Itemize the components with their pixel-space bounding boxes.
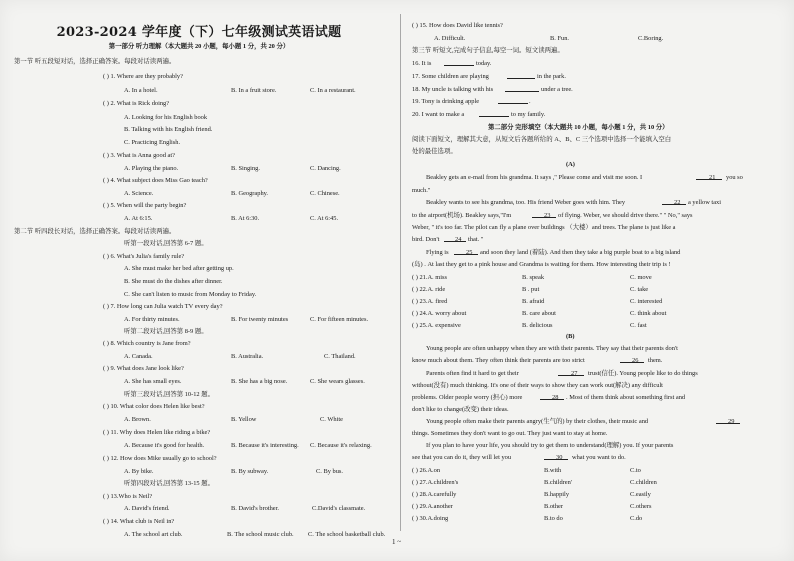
q7-option-c: C. For fifteen minutes. bbox=[310, 316, 369, 323]
blank-26-number: 26 bbox=[632, 357, 639, 364]
q8-option-a: A. Canada. bbox=[124, 353, 153, 360]
passage-b-line6: don't like to change(改变) their ideas. bbox=[412, 406, 509, 413]
q4-option-b: B. Geography. bbox=[231, 190, 269, 197]
part2-instruction-line2: 处的最佳选项。 bbox=[412, 148, 457, 155]
q22-option-c: C. take bbox=[630, 286, 649, 293]
q24-option-c: C. think about bbox=[630, 310, 667, 317]
q22-option-b: B . put bbox=[522, 286, 540, 293]
exam-title: 2023-2024 学年度（下）七年级测试英语试题 bbox=[56, 25, 342, 40]
q3-option-c: C. Dancing. bbox=[310, 165, 341, 172]
passage-a-line7-end: and soon they land (着陆). And then they take a big purple boat to a big island bbox=[480, 249, 681, 256]
q23-option-a: ( ) 23.A. fired bbox=[412, 298, 448, 305]
q11-option-b: B. Because it's interesting. bbox=[231, 442, 299, 449]
q10-option-b: B. Yellow bbox=[231, 416, 257, 423]
q27-option-a: ( ) 27.A.children's bbox=[412, 479, 459, 486]
q24-option-a: ( ) 24.A. worry about bbox=[412, 310, 467, 317]
q11-option-a: A. Because it's good for health. bbox=[124, 442, 205, 449]
q15-stem: ( ) 15. How does David like tennis? bbox=[412, 22, 503, 29]
blank-28-number: 28 bbox=[552, 394, 559, 401]
q10-option-c: C. White bbox=[320, 416, 343, 423]
passage-b-line9: If you plan to have your life, you should try to get them to understand(理解) you. If your parents bbox=[426, 442, 674, 449]
q10-stem: ( ) 10. What color does Helen like best? bbox=[103, 403, 205, 410]
q4-option-c: C. Chinese. bbox=[310, 190, 340, 197]
q7-option-a: A. For thirty minutes. bbox=[124, 316, 180, 323]
q25-option-a: ( ) 25.A. expensive bbox=[412, 322, 461, 329]
q2-option-a: A. Looking for his English book bbox=[124, 114, 208, 121]
passage-b-line10-end: what you want to do. bbox=[572, 454, 626, 461]
q20-text-end: to my family. bbox=[511, 111, 546, 118]
blank-24-number: 24 bbox=[455, 236, 462, 243]
q5-option-b: B. At 6:30. bbox=[231, 215, 260, 222]
q16-blank[interactable] bbox=[444, 58, 474, 66]
q15-option-c: C.Boring. bbox=[638, 35, 664, 42]
q26-option-c: C.to bbox=[630, 467, 641, 474]
q1-option-b: B. In a fruit store. bbox=[231, 87, 277, 94]
q13-option-c: C.David's classmate. bbox=[312, 505, 366, 512]
blank-24[interactable] bbox=[444, 234, 466, 242]
q13-option-b: B. David's brother. bbox=[231, 505, 280, 512]
q4-stem: ( ) 4. What subject does Miss Gao teach? bbox=[103, 177, 208, 184]
blank-22-number: 22 bbox=[674, 199, 681, 206]
right-column bbox=[404, 0, 794, 561]
q13-stem: ( ) 13.Who is Neil? bbox=[103, 493, 153, 500]
dialogue3-instruction: 听第三段对话,回答第 10-12 题。 bbox=[124, 391, 214, 398]
passage-a-line4-end: of flying. Weber, we should drive there." " No," says bbox=[558, 212, 693, 219]
passage-b-line10-start: see that you can do it, they will let you bbox=[412, 454, 512, 461]
q2-option-c: C. Practicing English. bbox=[124, 139, 181, 146]
q5-option-a: A. At 6:15. bbox=[124, 215, 153, 222]
q3-stem: ( ) 3. What is Anna good at? bbox=[103, 152, 175, 159]
blank-30[interactable] bbox=[544, 452, 568, 460]
q1-stem: ( ) 1. Where are they probably? bbox=[103, 73, 183, 80]
q8-option-c: C. Thailand. bbox=[324, 353, 356, 360]
q29-option-b: B.other bbox=[544, 503, 563, 510]
column-divider bbox=[400, 14, 401, 531]
q9-stem: ( ) 9. What does Jane look like? bbox=[103, 365, 184, 372]
dialogue4-instruction: 听第四段对话,回答第 13-15 题。 bbox=[124, 480, 214, 487]
q23-option-c: C. interested bbox=[630, 298, 663, 305]
blank-29-number: 29 bbox=[728, 418, 735, 425]
passage-a-line3-end: a yellow taxi bbox=[688, 199, 722, 206]
q16-text-start: 16. It is bbox=[412, 60, 432, 67]
passage-b-line5-end: . Most of them think about something first and bbox=[566, 394, 686, 401]
passage-a-line4-start: to the airport(机场). Beakley says,"I'm bbox=[412, 212, 512, 219]
section2-header: 第二节 听四段长对话，选择正确答案。每段对话读两遍。 bbox=[14, 228, 176, 235]
blank-27-number: 27 bbox=[571, 370, 578, 377]
q26-option-a: ( ) 26.A.on bbox=[412, 467, 441, 474]
passage-a-line3-start: Beakley wants to see his grandma, too. His friend Weber goes with him. They bbox=[426, 199, 626, 206]
q19-text-start: 19. Tony is drinking apple bbox=[412, 98, 480, 105]
section1-header: 第一节 听五段短对话，选择正确答案。每段对话读两遍。 bbox=[14, 58, 176, 65]
q11-stem: ( ) 11. Why does Helen like riding a bike? bbox=[103, 429, 211, 436]
passage-a-line1-end: you so bbox=[726, 174, 743, 181]
q3-option-b: B. Singing. bbox=[231, 165, 260, 172]
q11-option-c: C. Because it's relaxing. bbox=[310, 442, 372, 449]
passage-a-line7-start: Flying is bbox=[426, 249, 449, 256]
passage-a-line8: (岛) . At last they get to a pink house and Grandma is waiting for them. How interesting their trip is ! bbox=[412, 261, 671, 268]
section3-header: 第三节 听短文,完成句子信息,每空一词。短文读两遍。 bbox=[412, 47, 564, 54]
q23-option-b: B. afraid bbox=[522, 298, 545, 305]
q30-option-b: B.to do bbox=[544, 515, 563, 522]
q6-option-a: A. She must make her bed after getting up. bbox=[124, 265, 234, 272]
passage-b-line1: Young people are often unhappy when they are with their parents. They say that their parents don't bbox=[426, 345, 678, 352]
q9-option-c: C. She wears glasses. bbox=[310, 378, 365, 385]
blank-29[interactable] bbox=[716, 416, 740, 424]
passage-b-line7-start: Young people often make their parents angry(生气的) by their clothes, their music and bbox=[426, 418, 649, 425]
blank-21-number: 21 bbox=[709, 174, 716, 181]
q1-option-c: C. In a restaurant. bbox=[310, 87, 356, 94]
passage-b-line3-start: Parents often find it hard to get their bbox=[426, 370, 519, 377]
q16-text-end: today. bbox=[476, 60, 492, 67]
passage-b-line8: things. Sometimes they don't want to go out. They just want to stay at home. bbox=[412, 430, 608, 437]
passage-b-line4: without(没有) much thinking. It's one of their ways to show they can work out(解决) any difficult bbox=[412, 382, 663, 389]
part2-header: 第二部分 完形填空（本大题共 10 小题，每小题 1 分，共 10 分） bbox=[488, 124, 669, 131]
q12-option-c: C. By bus. bbox=[316, 468, 343, 475]
passage-b-line3-end: trust(信任). Young people like to do things bbox=[588, 370, 698, 377]
passage-a-label: (A) bbox=[566, 161, 575, 168]
blank-28[interactable] bbox=[540, 392, 564, 400]
q3-option-a: A. Playing the piano. bbox=[124, 165, 179, 172]
q12-option-b: B. By subway. bbox=[231, 468, 269, 475]
q8-option-b: B. Australia. bbox=[231, 353, 264, 360]
q18-blank[interactable] bbox=[505, 84, 539, 92]
passage-b-label: (B) bbox=[566, 333, 575, 340]
q17-blank[interactable] bbox=[507, 71, 535, 79]
q29-option-a: ( ) 29.A.another bbox=[412, 503, 453, 510]
q28-option-b: B.happily bbox=[544, 491, 570, 498]
part1-header: 第一部分 听力理解（本大题共 20 小题，每小题 1 分，共 20 分） bbox=[108, 43, 290, 50]
q7-stem: ( ) 7. How long can Julia watch TV every day? bbox=[103, 303, 223, 310]
q30-option-a: ( ) 30.A.doing bbox=[412, 515, 449, 522]
passage-b-line2-end: them. bbox=[648, 357, 663, 364]
q2-option-b: B. Talking with his English friend. bbox=[124, 126, 213, 133]
q19-blank[interactable] bbox=[498, 96, 528, 104]
q9-option-a: A. She has small eyes. bbox=[124, 378, 182, 385]
q14-option-a: A. The school art club. bbox=[124, 531, 183, 538]
blank-25[interactable] bbox=[454, 247, 478, 255]
q20-text-start: 20. I want to make a bbox=[412, 111, 465, 118]
passage-a-line1-start: Beakley gets an e-mail from his grandma. It says ," Please come and visit me soon. I bbox=[426, 174, 643, 181]
passage-b-line5-start: problems. Older people worry (担心) more bbox=[412, 394, 523, 401]
q21-option-a: ( ) 21.A. miss bbox=[412, 274, 447, 281]
page-number: 1 ~ bbox=[392, 538, 402, 546]
passage-a-line5: Weber, " it's too far. The pilot can fly a plane over buildings （大楼）and trees. The plane is just like a bbox=[412, 224, 676, 231]
blank-27[interactable] bbox=[558, 368, 584, 376]
q15-option-b: B. Fun. bbox=[550, 35, 570, 42]
q12-option-a: A. By bike. bbox=[124, 468, 154, 475]
q20-blank[interactable] bbox=[479, 109, 509, 117]
blank-22[interactable] bbox=[662, 197, 686, 205]
q26-option-b: B.with bbox=[544, 467, 562, 474]
blank-23-number: 23 bbox=[544, 212, 551, 219]
q10-option-a: A. Brown. bbox=[124, 416, 151, 423]
passage-a-line6-end: that. " bbox=[468, 236, 484, 243]
passage-a-line2: much." bbox=[412, 187, 431, 194]
q5-option-c: C. At 6:45. bbox=[310, 215, 339, 222]
part2-instruction-line1: 阅读下面短文，理解其大意，从短文后各题所给的 A、B、C 三个选项中选择一个能填入空白 bbox=[412, 136, 672, 143]
q27-option-c: C.children bbox=[630, 479, 657, 486]
blank-21[interactable] bbox=[696, 172, 722, 180]
blank-26[interactable] bbox=[620, 355, 644, 363]
dialogue1-instruction: 听第一段对话,回答第 6-7 题。 bbox=[124, 240, 208, 247]
blank-25-number: 25 bbox=[466, 249, 473, 256]
q18-text-end: under a tree. bbox=[541, 86, 573, 93]
blank-30-number: 30 bbox=[556, 454, 563, 461]
q24-option-b: B. care about bbox=[522, 310, 556, 317]
q15-option-a: A. Difficult. bbox=[434, 35, 466, 42]
q14-stem: ( ) 14. What club is Neil in? bbox=[103, 518, 175, 525]
q29-option-c: C.others bbox=[630, 503, 652, 510]
q19-text-end: . bbox=[529, 98, 531, 105]
q22-option-a: ( ) 22.A. ride bbox=[412, 286, 446, 293]
q25-option-b: B. delicious bbox=[522, 322, 553, 329]
q6-option-c: C. She can't listen to music from Monday to Friday. bbox=[124, 291, 257, 298]
q1-option-a: A. In a hotel. bbox=[124, 87, 158, 94]
q17-text-start: 17. Some children are playing bbox=[412, 73, 489, 80]
q30-option-c: C.do bbox=[630, 515, 643, 522]
q21-option-c: C. move bbox=[630, 274, 652, 281]
q25-option-c: C. fast bbox=[630, 322, 647, 329]
q14-option-c: C. The school basketball club. bbox=[308, 531, 386, 538]
q2-stem: ( ) 2. What is Rick doing? bbox=[103, 100, 170, 107]
q5-stem: ( ) 5. When will the party begin? bbox=[103, 202, 187, 209]
q14-option-b: B. The school music club. bbox=[227, 531, 294, 538]
q28-option-c: C.easily bbox=[630, 491, 651, 498]
q4-option-a: A. Science. bbox=[124, 190, 154, 197]
q12-stem: ( ) 12. How does Mike usually go to school? bbox=[103, 455, 217, 462]
q6-stem: ( ) 6. What's Julia's family rule? bbox=[103, 253, 185, 260]
q7-option-b: B. For twenty minutes bbox=[231, 316, 289, 323]
q21-option-b: B. speak bbox=[522, 274, 545, 281]
q28-option-a: ( ) 28.A.carefully bbox=[412, 491, 457, 498]
passage-a-line6-start: bird. Don't bbox=[412, 236, 440, 243]
q6-option-b: B. She must do the dishes after dinner. bbox=[124, 278, 223, 285]
q17-text-end: in the park. bbox=[537, 73, 566, 80]
passage-b-line2-start: know much about them. They often think their parents are too strict bbox=[412, 357, 585, 364]
blank-23[interactable] bbox=[532, 210, 556, 218]
q13-option-a: A. David's friend. bbox=[124, 505, 170, 512]
q27-option-b: B.children' bbox=[544, 479, 572, 486]
dialogue2-instruction: 听第二段对话,回答第 8-9 题。 bbox=[124, 328, 208, 335]
q8-stem: ( ) 8. Which country is Jane from? bbox=[103, 340, 191, 347]
q18-text-start: 18. My uncle is talking with his bbox=[412, 86, 494, 93]
q9-option-b: B. She has a big nose. bbox=[231, 378, 288, 385]
